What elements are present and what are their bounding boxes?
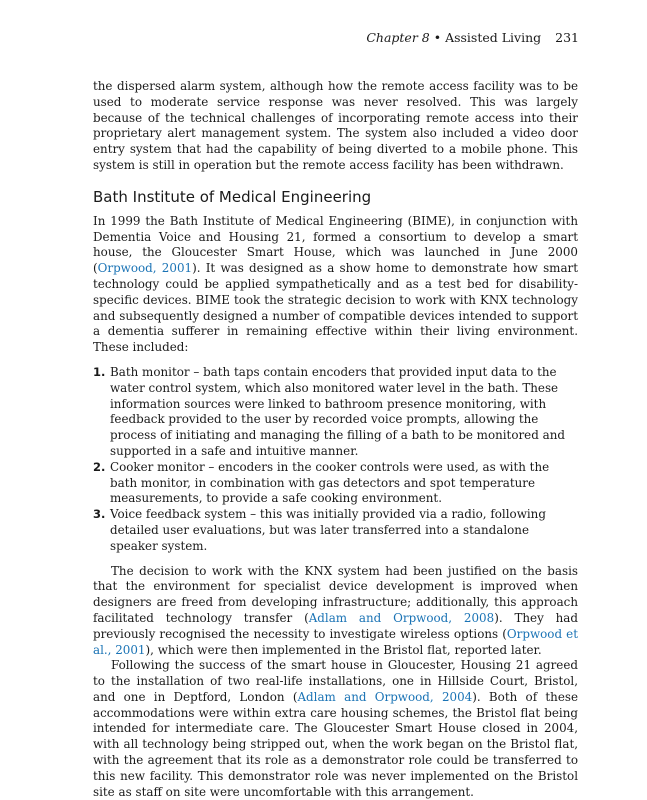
following-text-1: Following the success of the smart house in Gloucester, Housing 21 agreed to the installation of two real-life installations, one in Hillside Court, Bristol, and one in Deptford, London ( bbox=[93, 658, 578, 704]
list-item-number: 2. bbox=[93, 459, 106, 474]
list-item-text: Bath monitor – bath taps contain encoders that provided input data to the water control system, which also monitored water level in the bath. These information sources were linked to bathroom presence monitoring, with feedback provided to the user by recorded voice prompts, allowing the process of initiating and managing the filling of a bath to be monitored and supported in a safe and intuitive manner. bbox=[110, 364, 565, 458]
citation-link-orpwood-2001[interactable]: Orpwood, 2001 bbox=[97, 261, 193, 276]
citation-link-orpwood-et-al-2001[interactable]: Orpwood et al., 2001 bbox=[93, 626, 578, 657]
list-item bbox=[93, 460, 578, 507]
bime-text-1: In 1999 the Bath Institute of Medical Engineering (BIME), in conjunction with Dementia Voice and Housing 21, formed a consortium to develop a smart house, the Gloucester Smart House, which was launched in June 2000 ( bbox=[93, 213, 578, 276]
device-list bbox=[93, 365, 578, 555]
running-head-chapter: Chapter 8 bbox=[366, 30, 430, 45]
list-item bbox=[93, 365, 578, 460]
bime-text-2: ). It was designed as a show home to demonstrate how smart technology could be applied sympathetically and as a test bed for disability-specific devices. BIME took the strategic decision to work with KNX technology and subsequently designed a number of compatible devices intended to support a dementia sufferer in remaining effective within their living environment. These included: bbox=[93, 261, 578, 355]
citation-link-adlam-orpwood-2004[interactable]: Adlam and Orpwood, 2004 bbox=[297, 689, 473, 704]
following-text-2: ). Both of these accommodations were within extra care housing schemes, the Bristol flat being intended for intermediate care. The Gloucester Smart House closed in 2004, with all technology being stripped out, when the work began on the Bristol flat, with the agreement that its role as a demonstrator role could be transferred to this new facility. This demonstrator role was never implemented on the Bristol site as staff on site were uncomfortable with this arrangement. bbox=[93, 689, 579, 799]
list-item-number: 1. bbox=[93, 364, 106, 379]
following-paragraph bbox=[93, 658, 578, 800]
section-heading: Bath Institute of Medical Engineering bbox=[93, 187, 372, 206]
running-head-section: Assisted Living bbox=[445, 30, 542, 45]
list-item-number: 3. bbox=[93, 507, 106, 522]
body-text bbox=[93, 79, 578, 800]
running-head bbox=[366, 30, 579, 46]
intro-paragraph: the dispersed alarm system, although how the remote access facility was to be used to moderate service response was never resolved. This was largely because of the technical challenges of incorporating remote access into their proprietary alert management system. The system also included a video door entry system that had the capability of being diverted to a mobile phone. This system is still in operation but the remote access facility has been withdrawn. bbox=[93, 79, 578, 172]
page-number: 231 bbox=[555, 30, 579, 45]
running-head-bullet: • bbox=[433, 30, 442, 45]
decision-text-1: The decision to work with the KNX system had been justified on the basis that the environment for specialist device development is improved when designers are freed from developing infrastructure; additionally, this approach facilitated technology transfer ( bbox=[93, 563, 578, 625]
list-item-text: Cooker monitor – encoders in the cooker controls were used, as with the bath monitor, in combination with gas detectors and spot temperature measurements, to provide a safe cooking environment. bbox=[110, 459, 550, 506]
list-item-text: Voice feedback system – this was initially provided via a radio, following detailed user evaluations, but was later transferred into a standalone speaker system. bbox=[110, 507, 546, 553]
bime-paragraph bbox=[93, 214, 578, 356]
list-item bbox=[93, 507, 578, 554]
decision-paragraph bbox=[93, 564, 578, 659]
decision-text-2: ). They had previously recognised the necessity to investigate wireless options ( bbox=[93, 610, 579, 641]
citation-link-adlam-orpwood-2008[interactable]: Adlam and Orpwood, 2008 bbox=[308, 610, 495, 625]
decision-text-3: ), which were then implemented in the Bristol flat, reported later. bbox=[145, 642, 542, 657]
